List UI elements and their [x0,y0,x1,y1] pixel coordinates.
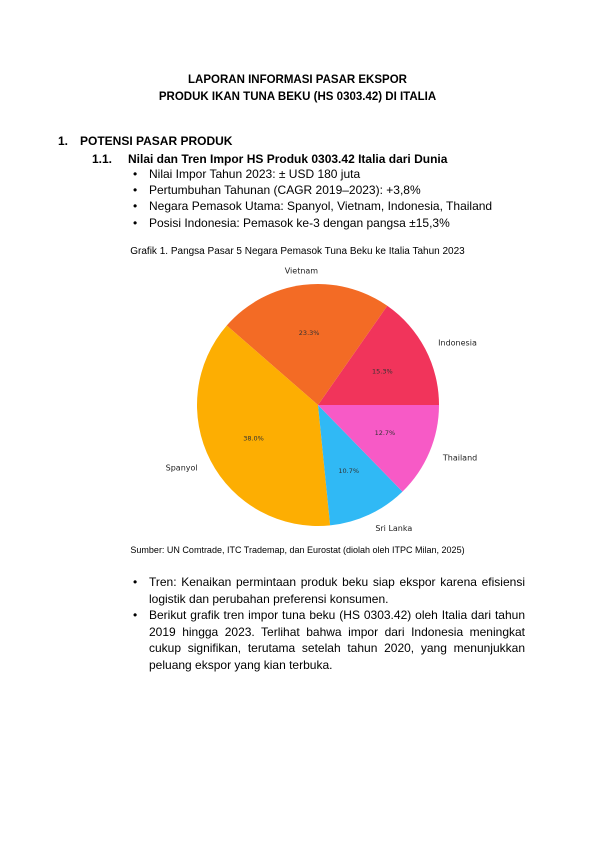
pie-category-label: Thailand [442,453,478,463]
note-item: • Tren: Kenaikan permintaan produk beku siap ekspor karena efisiensi logistik dan perubahan preferensi konsumen. [133,574,525,607]
subsection-number: 1.1. [92,152,113,166]
chart-source: Sumber: UN Comtrade, ITC Trademap, dan Eurostat (diolah oleh ITPC Milan, 2025) [130,545,465,555]
subsection-title: Nilai dan Tren Impor HS Produk 0303.42 Italia dari Dunia [128,152,448,166]
pie-percent-label: 15.3% [372,367,393,376]
section-number: 1. [58,134,69,148]
section-title: POTENSI PASAR PRODUK [80,134,233,148]
pie-percent-label: 12.7% [374,429,396,438]
fact-item: • Posisi Indonesia: Pemasok ke-3 dengan pangsa ±15,3% [133,215,533,231]
pie-category-label: Spanyol [165,463,198,473]
pie-category-label: Vietnam [284,266,319,276]
chart-caption: Grafik 1. Pangsa Pasar 5 Negara Pemasok Tuna Beku ke Italia Tahun 2023 [130,246,465,257]
pie-percent-label: 10.7% [338,466,360,475]
fact-item: • Pertumbuhan Tahunan (CAGR 2019–2023): +3,8% [133,182,533,198]
notes-list [133,574,525,673]
fact-item: • Nilai Impor Tahun 2023: ± USD 180 juta [133,166,533,182]
pie-percent-label: 23.3% [298,328,320,337]
pie-percent-label: 38.0% [243,434,264,443]
report-title-line2: PRODUK IKAN TUNA BEKU (HS 0303.42) DI ITALIA [158,91,437,103]
pie-category-label: Sri Lanka [375,523,413,533]
note-item: • Berikut grafik tren impor tuna beku (HS 0303.42) oleh Italia dari tahun 2019 hingga 2023. Terlihat bahwa impor dari Indonesia meningkat cukup signifikan, terutama setelah tahun 2020, yang menunjukkan peluang ekspor yang kian terbuka. [133,607,525,673]
pie-category-label: Indonesia [438,338,477,348]
fact-item: • Negara Pemasok Utama: Spanyol, Vietnam, Indonesia, Thailand [133,198,533,214]
report-title-line1: LAPORAN INFORMASI PASAR EKSPOR [188,74,407,86]
